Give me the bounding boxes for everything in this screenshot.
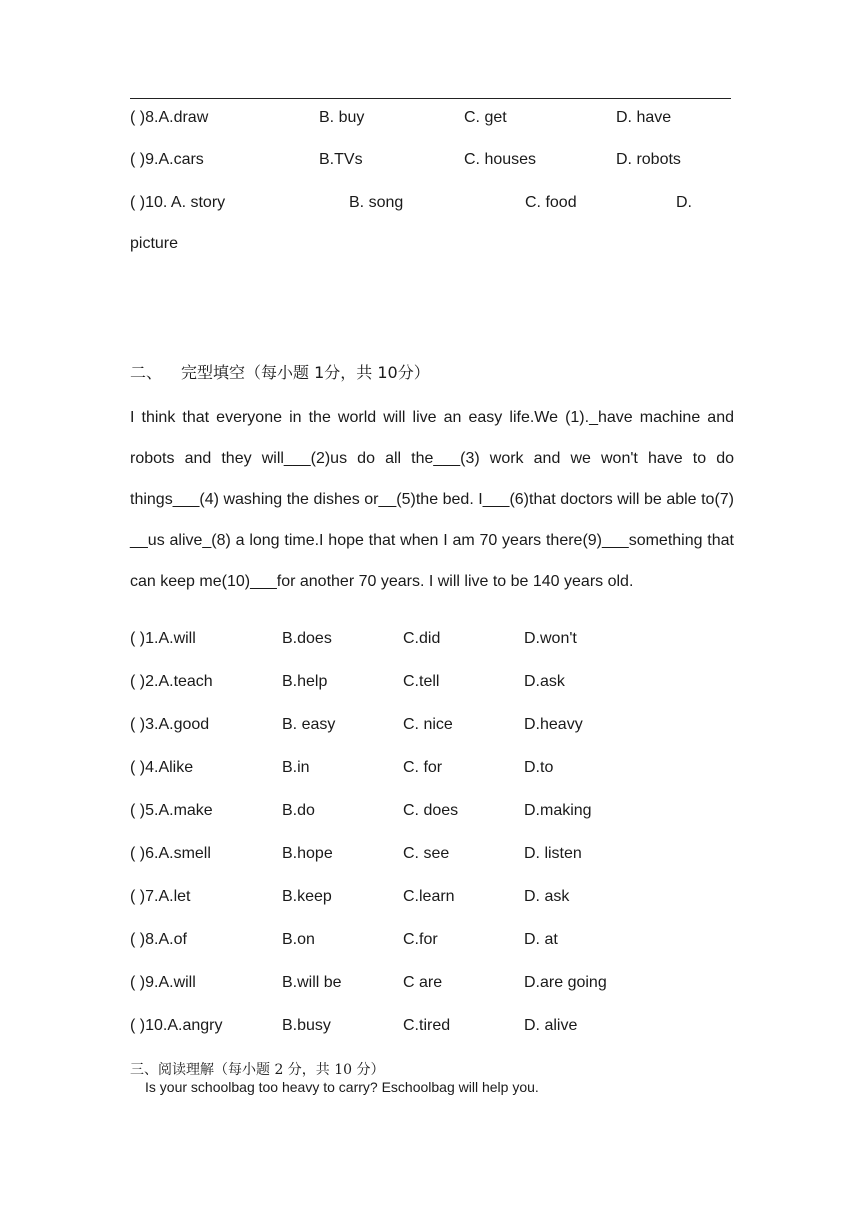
option-b: B.hope: [282, 845, 333, 862]
option-d: D.are going: [524, 974, 607, 991]
option-c: C. does: [403, 802, 459, 819]
question-row: [0, 887, 860, 909]
option-c: C. get: [464, 109, 507, 126]
question-row: [0, 629, 860, 651]
passage-line: robots and they will___(2)us do all the___(3) work and we won't have to do: [130, 450, 734, 467]
question-stem: ( )5.A.make: [130, 802, 213, 819]
option-b: B.help: [282, 673, 328, 690]
option-b: B.will be: [282, 974, 342, 991]
question-row: [0, 715, 860, 737]
option-b: B.keep: [282, 888, 332, 905]
option-d: D.to: [524, 759, 554, 776]
option-b: B. song: [349, 194, 404, 211]
question-row: [0, 973, 860, 995]
option-b: B.do: [282, 802, 315, 819]
option-d: D.: [676, 194, 692, 211]
option-d: D.making: [524, 802, 592, 819]
question-prev-10: ( )10. A. story: [130, 194, 226, 211]
question-stem: ( )3.A.good: [130, 716, 210, 733]
option-b: B. buy: [319, 109, 365, 126]
section2-number: 二、: [130, 363, 163, 382]
question-stem: ( )2.A.teach: [130, 673, 213, 690]
question-row: [0, 844, 860, 866]
option-d: D. listen: [524, 845, 582, 862]
option-c: C. food: [525, 194, 577, 211]
option-d: D. ask: [524, 888, 570, 905]
passage-line: I think that everyone in the world will live an easy life.We (1)._have machine and: [130, 409, 734, 426]
option-c: C.tired: [403, 1017, 451, 1034]
question-prev-9: ( )9.A.cars: [130, 151, 204, 168]
question-prev-8: ( )8.A.draw: [130, 109, 209, 126]
question-row: [0, 672, 860, 694]
option-c: C.for: [403, 931, 438, 948]
option-c: C.tell: [403, 673, 440, 690]
passage-line: __us alive_(8) a long time.I hope that when I am 70 years there(9)___something that: [130, 532, 734, 549]
question-stem: ( )9.A.will: [130, 974, 196, 991]
option-c: C. houses: [464, 151, 537, 168]
option-d: D.won't: [524, 630, 577, 647]
option-c: C.did: [403, 630, 441, 647]
question-stem: ( )10.A.angry: [130, 1017, 223, 1034]
option-c: C. see: [403, 845, 450, 862]
option-b: B.does: [282, 630, 332, 647]
question-row: [0, 758, 860, 780]
option-b: B.busy: [282, 1017, 331, 1034]
passage-line: things___(4) washing the dishes or__(5)the bed. I___(6)that doctors will be able to(7): [130, 491, 734, 508]
section3-intro: Is your schoolbag too heavy to carry? Eschoolbag will help you.: [145, 1079, 539, 1095]
section2-title: 完型填空（每小题 1分，共 10分）: [181, 363, 430, 382]
question-row: [0, 1016, 860, 1038]
question-stem: ( )7.A.let: [130, 888, 191, 905]
option-c: C. for: [403, 759, 443, 776]
option-d: D. at: [524, 931, 558, 948]
option-d: D. have: [616, 109, 672, 126]
question-stem: ( )1.A.will: [130, 630, 196, 647]
option-d: D.heavy: [524, 716, 583, 733]
option-b: B.in: [282, 759, 310, 776]
option-d: D. alive: [524, 1017, 578, 1034]
option-d-wrap: picture: [130, 235, 179, 252]
section3-title: 三、阅读理解（每小题 2 分，共 10 分）: [130, 1062, 385, 1078]
option-d: D.ask: [524, 673, 565, 690]
passage-line: can keep me(10)___for another 70 years. I will live to be 140 years old.: [130, 573, 634, 590]
header-rule: [130, 98, 731, 99]
option-d: D. robots: [616, 151, 681, 168]
cloze-passage: [130, 397, 734, 602]
option-b: B.TVs: [319, 151, 363, 168]
option-c: C. nice: [403, 716, 453, 733]
question-stem: ( )8.A.of: [130, 931, 187, 948]
option-c: C.learn: [403, 888, 455, 905]
question-row: [0, 801, 860, 823]
question-stem: ( )4.Alike: [130, 759, 194, 776]
question-stem: ( )6.A.smell: [130, 845, 211, 862]
question-row: [0, 930, 860, 952]
option-b: B. easy: [282, 716, 336, 733]
option-c: C are: [403, 974, 443, 991]
option-b: B.on: [282, 931, 315, 948]
